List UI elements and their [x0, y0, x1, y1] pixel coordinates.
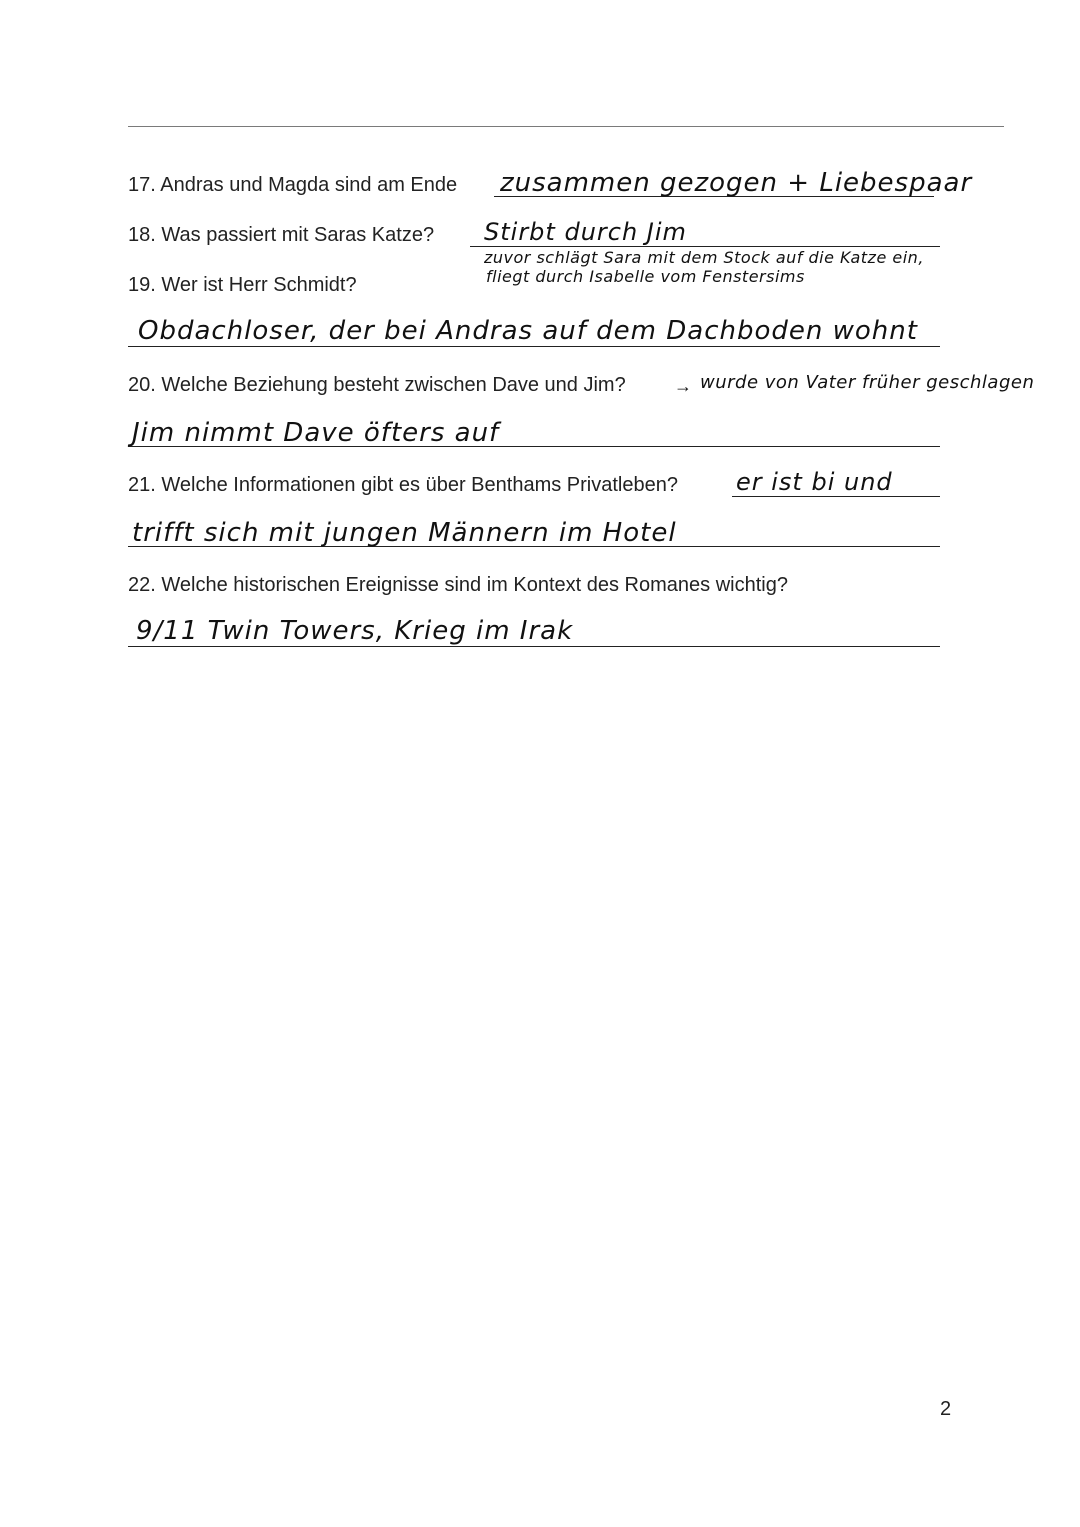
question-number: 19.	[128, 274, 156, 296]
answer-18: Stirbt durch Jim	[484, 218, 687, 246]
note-18-line2: fliegt durch Isabelle vom Fenstersims	[486, 267, 805, 286]
page-number: 2	[940, 1398, 952, 1420]
arrow-icon: →	[674, 376, 692, 396]
answer-20: Jim nimmt Dave öfters auf	[132, 418, 500, 448]
question-22	[128, 573, 788, 597]
question-text: Andras und Magda sind am Ende	[160, 174, 458, 196]
note-20: wurde von Vater früher geschlagen	[700, 372, 1035, 393]
question-text: Was passiert mit Saras Katze?	[161, 224, 435, 246]
question-number: 17.	[128, 174, 156, 196]
answer-22: 9/11 Twin Towers, Krieg im Irak	[136, 616, 574, 646]
question-text: Welche Beziehung besteht zwischen Dave und Jim?	[161, 374, 626, 396]
header-rule	[128, 126, 1004, 127]
question-18	[128, 223, 434, 247]
question-text: Wer ist Herr Schmidt?	[161, 274, 357, 296]
answer-17: zusammen gezogen + Liebespaar	[500, 168, 973, 198]
answer-19: Obdachloser, der bei Andras auf dem Dachboden wohnt	[138, 316, 918, 346]
answer-line-19	[128, 346, 940, 347]
note-18-line1: zuvor schlägt Sara mit dem Stock auf die Katze ein,	[484, 248, 924, 267]
question-17	[128, 173, 457, 197]
question-number: 18.	[128, 224, 156, 246]
question-number: 22.	[128, 574, 156, 596]
question-text: Welche Informationen gibt es über Benthams Privatleben?	[161, 474, 678, 496]
answer-21-part2: trifft sich mit jungen Männern im Hotel	[132, 518, 677, 548]
answer-21-part1: er ist bi und	[736, 468, 893, 496]
question-text: Welche historischen Ereignisse sind im Kontext des Romanes wichtig?	[161, 574, 788, 596]
question-number: 20.	[128, 374, 156, 396]
question-19	[128, 273, 357, 297]
answer-line-18	[470, 246, 940, 247]
answer-line-21a	[732, 496, 940, 497]
question-20	[128, 373, 626, 397]
question-number: 21.	[128, 474, 156, 496]
question-21	[128, 473, 678, 497]
answer-line-22	[128, 646, 940, 647]
